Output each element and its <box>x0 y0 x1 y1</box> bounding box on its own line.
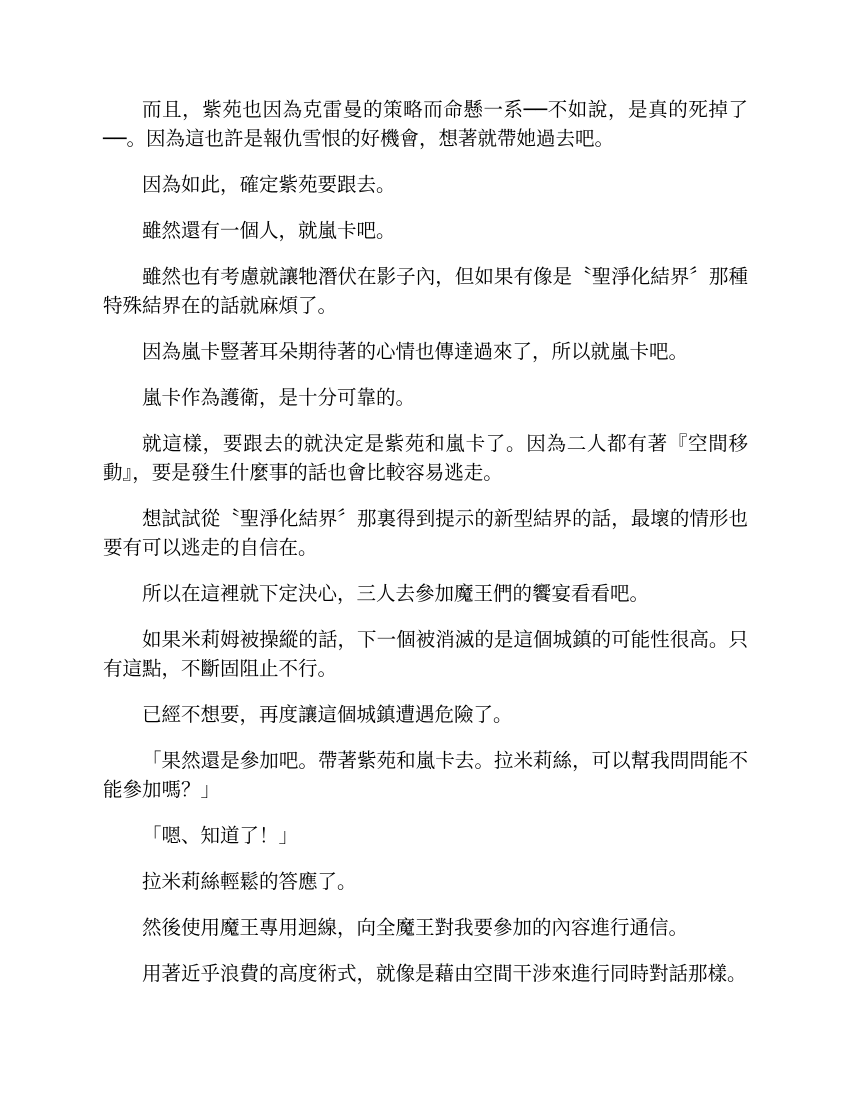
paragraph-13: 「嗯、知道了！」 <box>142 824 299 847</box>
paragraph-2: 因為如此，確定紫苑要跟去。 <box>142 173 396 196</box>
paragraph-14: 拉米莉絲輕鬆的答應了。 <box>142 870 357 893</box>
paragraph-3: 雖然還有一個人，就嵐卡吧。 <box>142 219 396 242</box>
paragraph-10: 如果米莉姆被操縱的話，下一個被消滅的是這個城鎮的可能性很高。只有這點，不斷固阻止不行。 <box>103 628 748 680</box>
document-body <box>103 95 748 1005</box>
paragraph-4: 雖然也有考慮就讓牠潛伏在影子內，但如果有像是〝聖淨化結界〞那種特殊結界在的話就麻煩了。 <box>103 265 748 317</box>
paragraph-16: 用著近乎浪費的高度術式，就像是藉由空間干涉來進行同時對話那樣。 <box>142 962 747 985</box>
paragraph-8: 想試試從〝聖淨化結界〞那裏得到提示的新型結界的話，最壞的情形也要有可以逃走的自信在。 <box>103 507 748 559</box>
paragraph-5: 因為嵐卡豎著耳朵期待著的心情也傳達過來了，所以就嵐卡吧。 <box>142 340 689 363</box>
paragraph-11: 已經不想要，再度讓這個城鎮遭遇危險了。 <box>142 703 513 726</box>
paragraph-12: 「果然還是參加吧。帶著紫苑和嵐卡去。拉米莉絲，可以幫我問問能不能參加嗎？」 <box>103 749 748 801</box>
paragraph-9: 所以在這裡就下定決心，三人去參加魔王們的饗宴看看吧。 <box>142 582 650 605</box>
paragraph-15: 然後使用魔王專用迴線，向全魔王對我要參加的內容進行通信。 <box>142 916 689 939</box>
paragraph-7: 就這樣，要跟去的就決定是紫苑和嵐卡了。因為二人都有著『空間移動』，要是發生什麼事的話也會比較容易逃走。 <box>103 432 748 484</box>
paragraph-1: 而且，紫苑也因為克雷曼的策略而命懸一系──不如說，是真的死掉了──。因為這也許是報仇雪恨的好機會，想著就帶她過去吧。 <box>103 98 748 150</box>
paragraph-6: 嵐卡作為護衛，是十分可靠的。 <box>142 386 416 409</box>
